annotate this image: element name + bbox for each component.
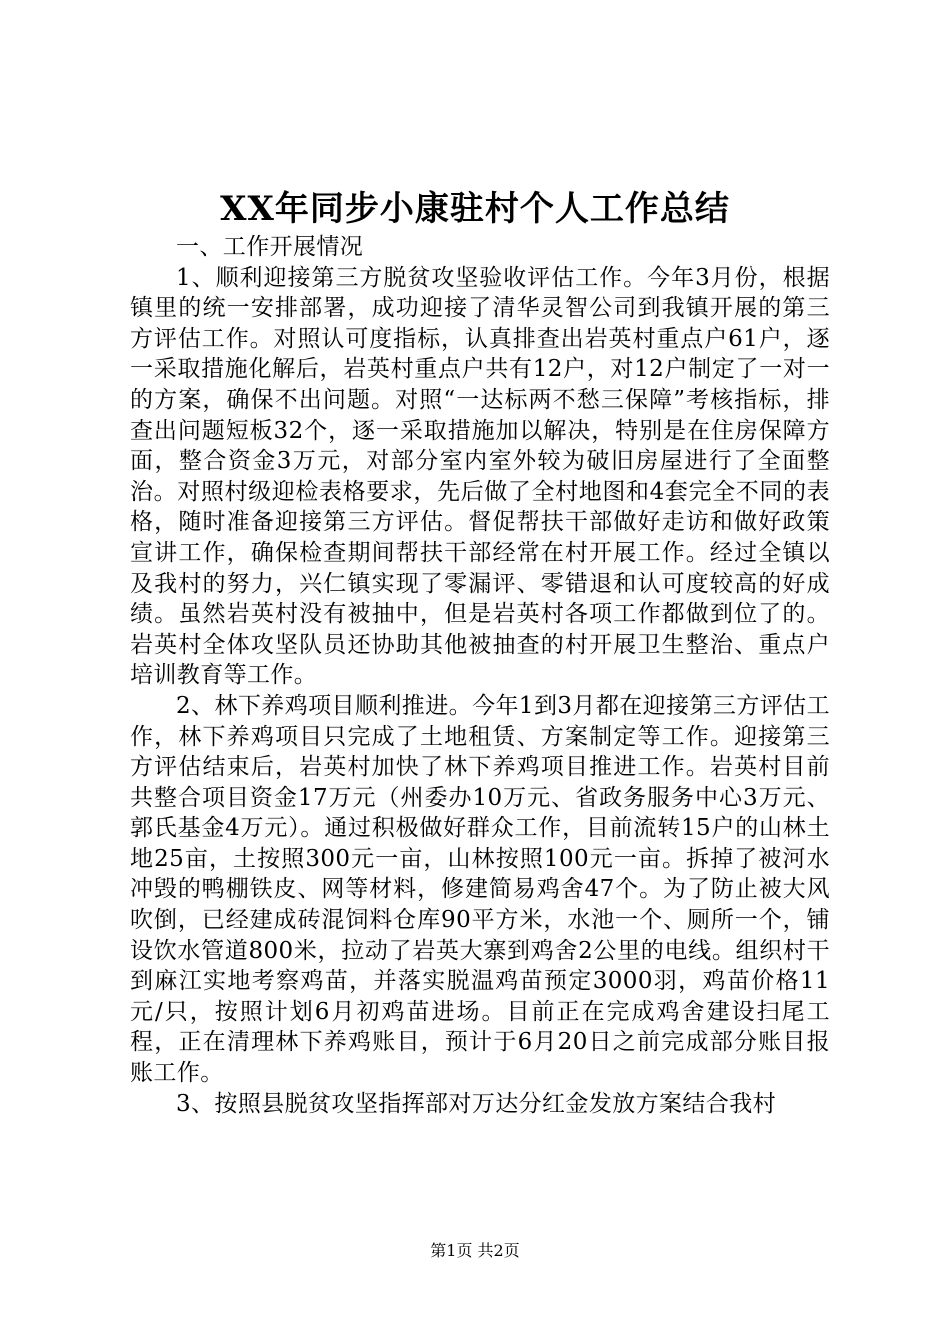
document-body	[130, 232, 830, 1119]
paragraph-1: 1、顺利迎接第三方脱贫攻坚验收评估工作。今年3月份，根据镇里的统一安排部署，成功迎接了清华灵智公司到我镇开展的第三方评估工作。对照认可度指标，认真排查出岩英村重点户61户，逐一采取措施化解后，岩英村重点户共有12户，对12户制定了一对一的方案，确保不出问题。对照“一达标两不愁三保障”考核指标，排查出问题短板32个，逐一采取措施加以解决，特别是在住房保障方面，整合资金3万元，对部分室内室外较为破旧房屋进行了全面整治。对照村级迎检表格要求，先后做了全村地图和4套完全不同的表格，随时准备迎接第三方评估。督促帮扶干部做好走访和做好政策宣讲工作，确保检查期间帮扶干部经常在村开展工作。经过全镇以及我村的努力，兴仁镇实现了零漏评、零错退和认可度较高的好成绩。虽然岩英村没有被抽中，但是岩英村各项工作都做到位了的。岩英村全体攻坚队员还协助其他被抽查的村开展卫生整治、重点户培训教育等工作。	[130, 264, 830, 689]
section-heading: 一、工作开展情况	[176, 234, 364, 260]
paragraph-3: 3、按照县脱贫攻坚指挥部对万达分红金发放方案结合我村	[176, 1090, 777, 1117]
paragraph-2: 2、林下养鸡项目顺利推进。今年1到3月都在迎接第三方评估工作，林下养鸡项目只完成了土地租赁、方案制定等工作。迎接第三方评估结束后，岩英村加快了林下养鸡项目推进工作。岩英村目前共整合项目资金17万元（州委办10万元、省政务服务中心3万元、郭氏基金4万元）。通过积极做好群众工作，目前流转15户的山林土地25亩，土按照300元一亩，山林按照100元一亩。拆掉了被河水冲毁的鸭棚铁皮、网等材料，修建简易鸡舍47个。为了防止被大风吹倒，已经建成砖混饲料仓库90平方米，水池一个、厕所一个，铺设饮水管道800米，拉动了岩英大寨到鸡舍2公里的电线。组织村干到麻江实地考察鸡苗，并落实脱温鸡苗预定3000羽，鸡苗价格11元/只，按照计划6月初鸡苗进场。目前正在完成鸡舍建设扫尾工程，正在清理林下养鸡账目，预计于6月20日之前完成部分账目报账工作。	[130, 692, 830, 1087]
document-title: XX年同步小康驻村个人工作总结	[220, 189, 730, 229]
page-number-footer: 第1页 共2页	[430, 1241, 520, 1260]
